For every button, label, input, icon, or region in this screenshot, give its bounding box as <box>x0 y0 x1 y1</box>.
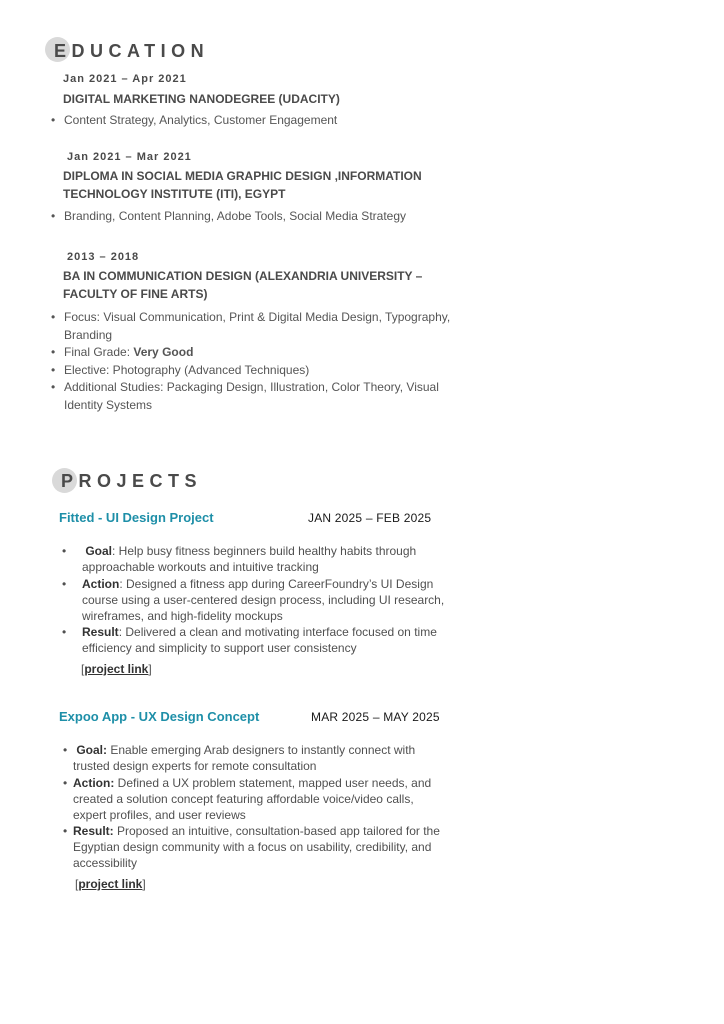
list-item: • Final Grade: Very Good <box>51 344 451 362</box>
project-1-title: Fitted - UI Design Project <box>59 510 214 525</box>
project-2-link-line: [project link] <box>75 877 146 891</box>
list-item: • Goal: Help busy fitness beginners build healthy habits through approachable workouts and intuitive tracking <box>62 543 457 575</box>
education-1-dates: Jan 2021 – Apr 2021 <box>63 73 187 85</box>
project-1-list <box>62 543 457 657</box>
list-item: • Elective: Photography (Advanced Techniques) <box>51 362 451 380</box>
project-2-dates: MAR 2025 – MAY 2025 <box>311 710 440 724</box>
education-heading: EDUCATION <box>54 41 210 61</box>
project-2-list <box>63 742 448 872</box>
project-1-link-line: [project link] <box>81 662 152 676</box>
education-1-title: DIGITAL MARKETING NANODEGREE (UDACITY) <box>63 92 340 106</box>
education-3-title: BA IN COMMUNICATION DESIGN (ALEXANDRIA UNIVERSITY – FACULTY OF FINE ARTS) <box>63 269 423 301</box>
list-item: • Branding, Content Planning, Adobe Tools, Social Media Strategy <box>51 208 451 226</box>
project-2-link[interactable]: project link <box>78 877 143 891</box>
education-1-list <box>51 112 451 130</box>
list-item: • Focus: Visual Communication, Print & Digital Media Design, Typography, Branding <box>51 309 451 344</box>
project-1-link[interactable]: project link <box>84 662 149 676</box>
list-item: • Result: Proposed an intuitive, consultation-based app tailored for the Egyptian design community with a focus on usability, credibility, and accessibility <box>63 823 448 871</box>
list-item: • Result: Delivered a clean and motivating interface focused on time efficiency and simplicity to support user consistency <box>62 624 457 656</box>
education-2-dates: Jan 2021 – Mar 2021 <box>67 151 192 163</box>
grade-value: Very Good <box>133 345 194 359</box>
list-item: • Action: Designed a fitness app during CareerFoundry’s UI Design course using a user-centered design process, including UI research, wireframes, and high-fidelity mockups <box>62 576 457 624</box>
project-1-dates: JAN 2025 – FEB 2025 <box>308 511 432 525</box>
list-item: • Goal: Enable emerging Arab designers to instantly connect with trusted design experts for remote consultation <box>63 742 448 774</box>
education-2-title: DIPLOMA IN SOCIAL MEDIA GRAPHIC DESIGN ,INFORMATION TECHNOLOGY INSTITUTE (ITI), EGYPT <box>63 169 422 201</box>
list-item: • Additional Studies: Packaging Design, Illustration, Color Theory, Visual Identity Systems <box>51 379 451 414</box>
project-2-title: Expoo App - UX Design Concept <box>59 709 260 724</box>
list-item: • Action: Defined a UX problem statement, mapped user needs, and created a solution concept featuring affordable voice/video calls, expert profiles, and user reviews <box>63 775 448 823</box>
education-3-list <box>51 309 451 414</box>
projects-heading: PROJECTS <box>61 471 203 491</box>
education-2-list <box>51 208 451 226</box>
education-3-dates: 2013 – 2018 <box>67 251 140 263</box>
list-item: • Content Strategy, Analytics, Customer Engagement <box>51 112 451 130</box>
